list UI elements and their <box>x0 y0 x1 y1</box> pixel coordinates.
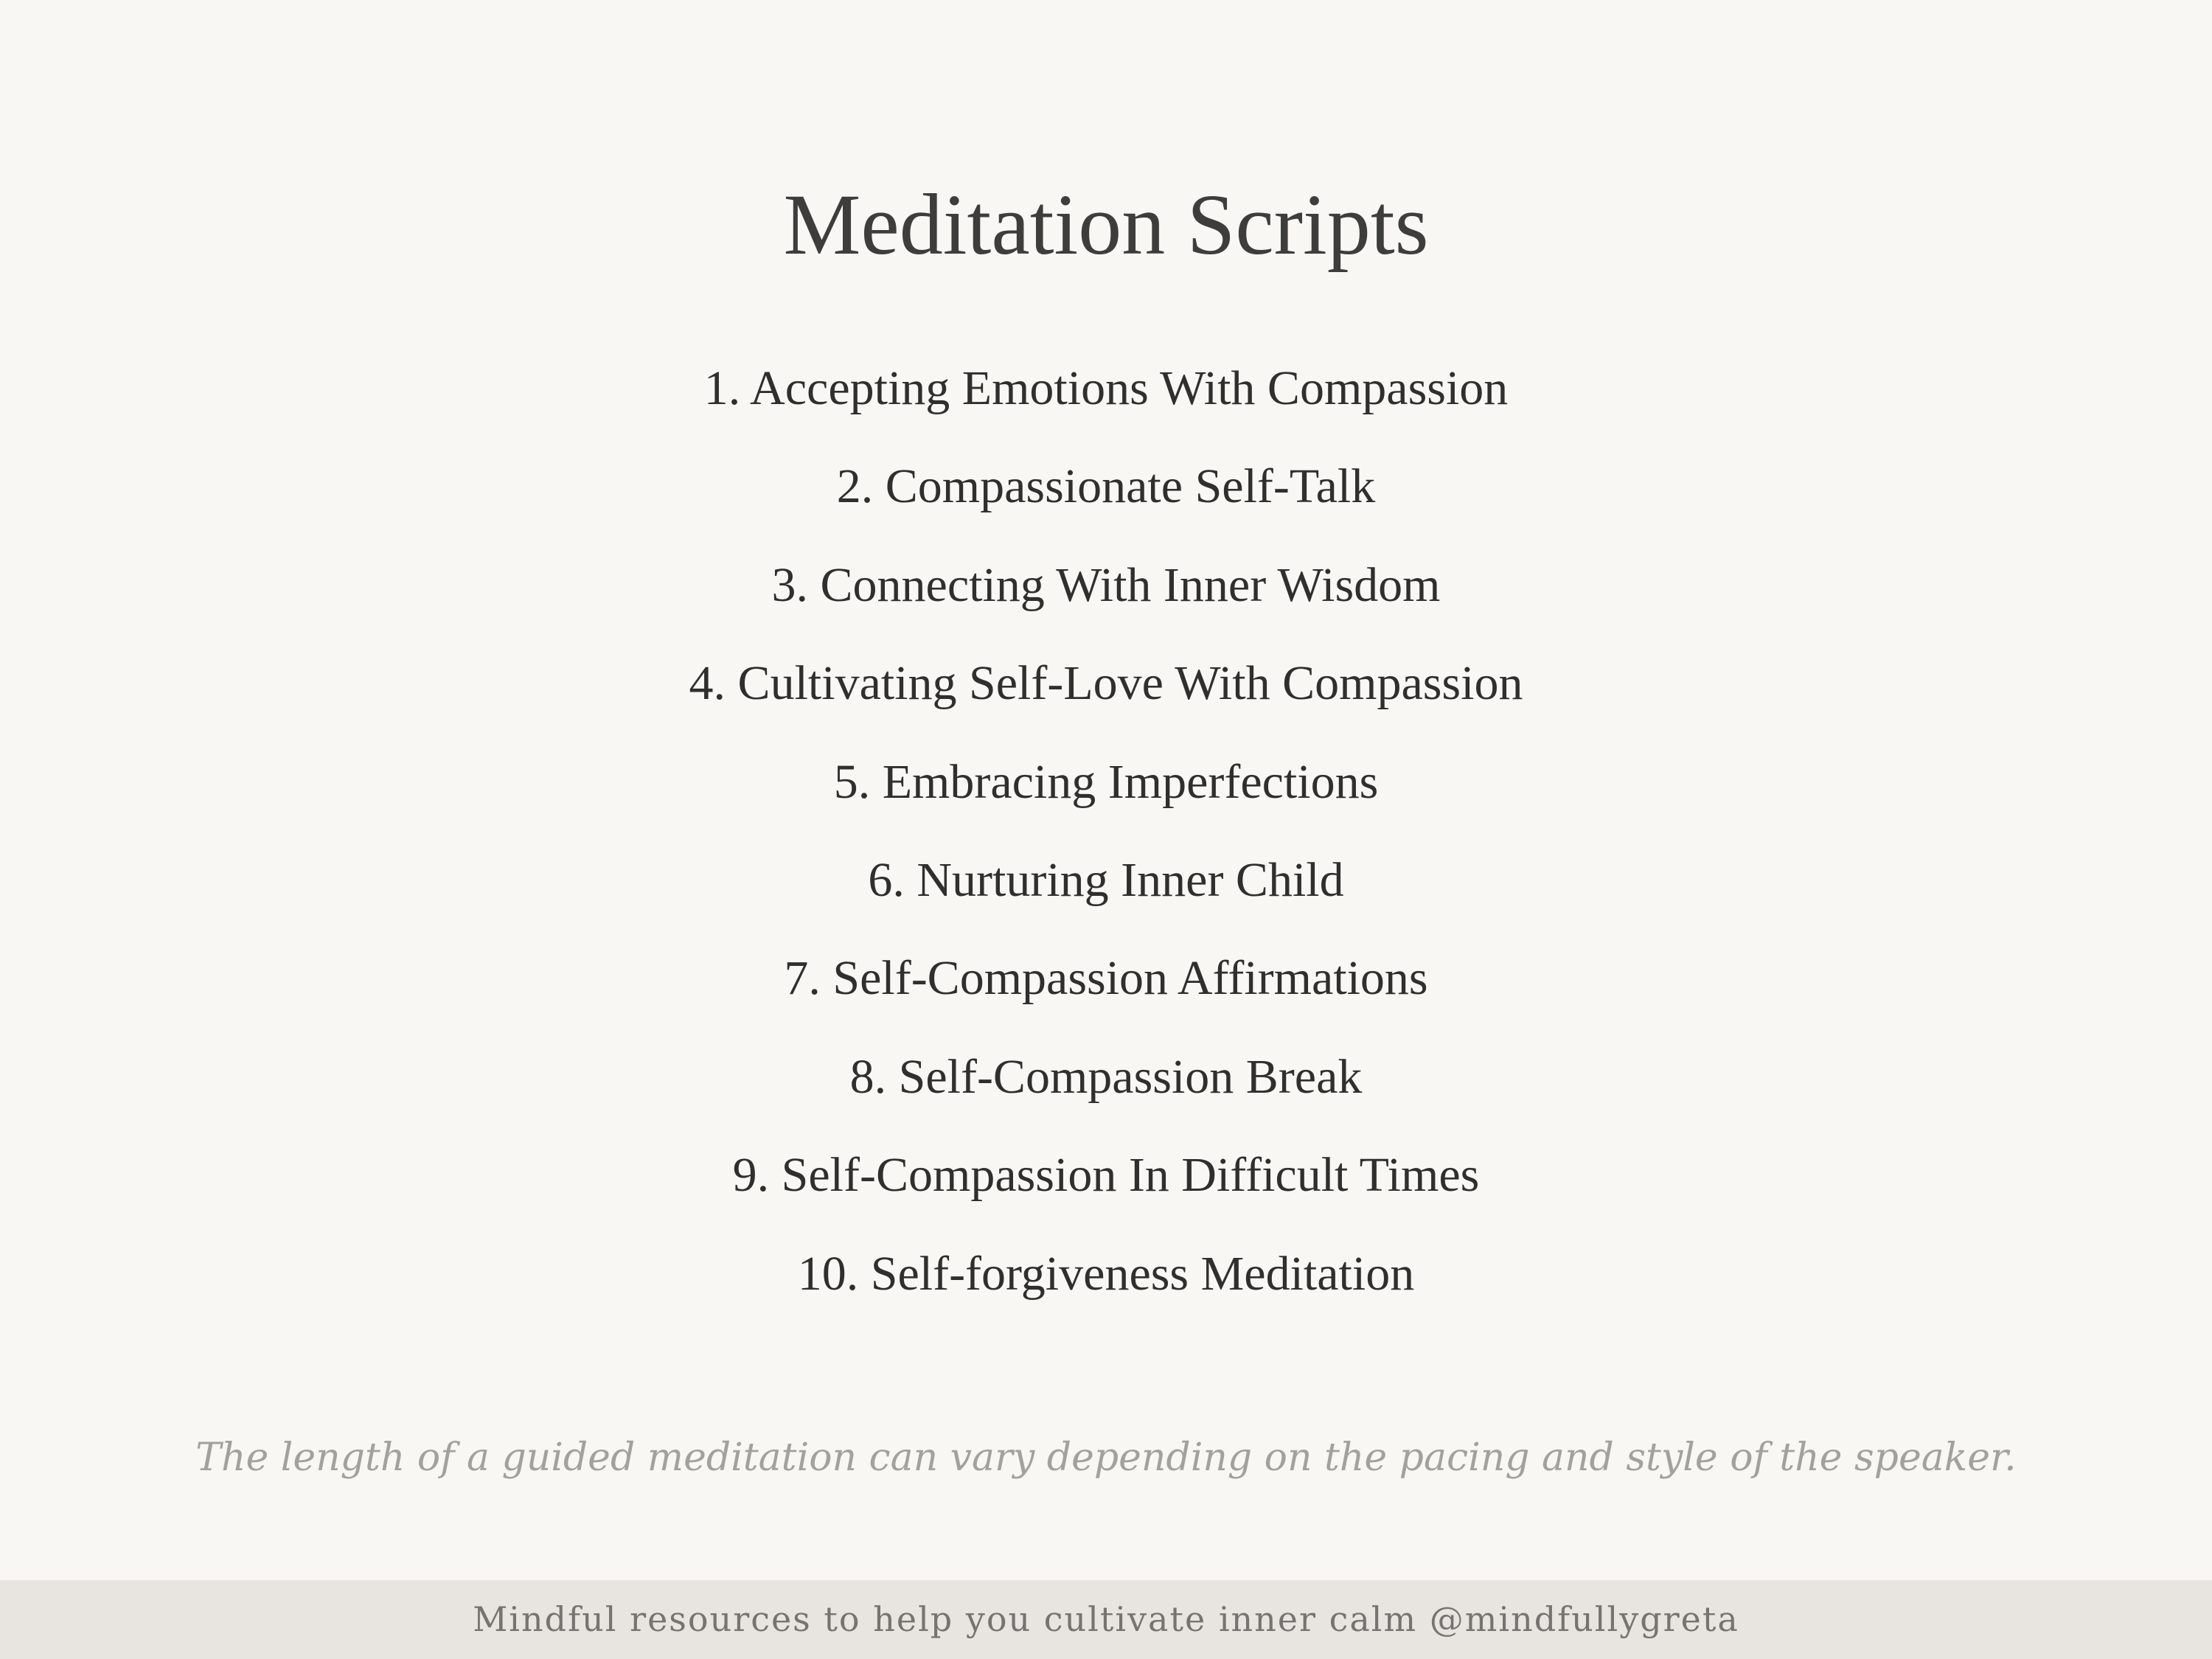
script-list-item: 6. Nurturing Inner Child <box>868 852 1344 907</box>
meditation-script-list <box>0 348 2212 1332</box>
script-list-item: 8. Self-Compassion Break <box>849 1049 1363 1104</box>
footer-bar <box>0 1580 2212 1659</box>
script-list-item: 5. Embracing Imperfections <box>833 754 1379 809</box>
page-title: Meditation Scripts <box>783 176 1429 273</box>
script-list-item: 4. Cultivating Self-Love With Compassion <box>689 656 1523 711</box>
meditation-length-note: The length of a guided meditation can vary depending on the pacing and style of the speaker. <box>195 1436 2017 1480</box>
script-list-item: 9. Self-Compassion In Difficult Times <box>732 1148 1480 1203</box>
script-list-item: 7. Self-Compassion Affirmations <box>784 951 1428 1006</box>
script-list-item: 1. Accepting Emotions With Compassion <box>703 361 1509 415</box>
footer-text: Mindful resources to help you cultivate inner calm @mindfullygreta <box>473 1599 1739 1639</box>
script-list-item: 10. Self-forgiveness Meditation <box>797 1246 1415 1301</box>
script-list-item: 2. Compassionate Self-Talk <box>836 459 1376 514</box>
script-list-item: 3. Connecting With Inner Wisdom <box>771 557 1441 612</box>
